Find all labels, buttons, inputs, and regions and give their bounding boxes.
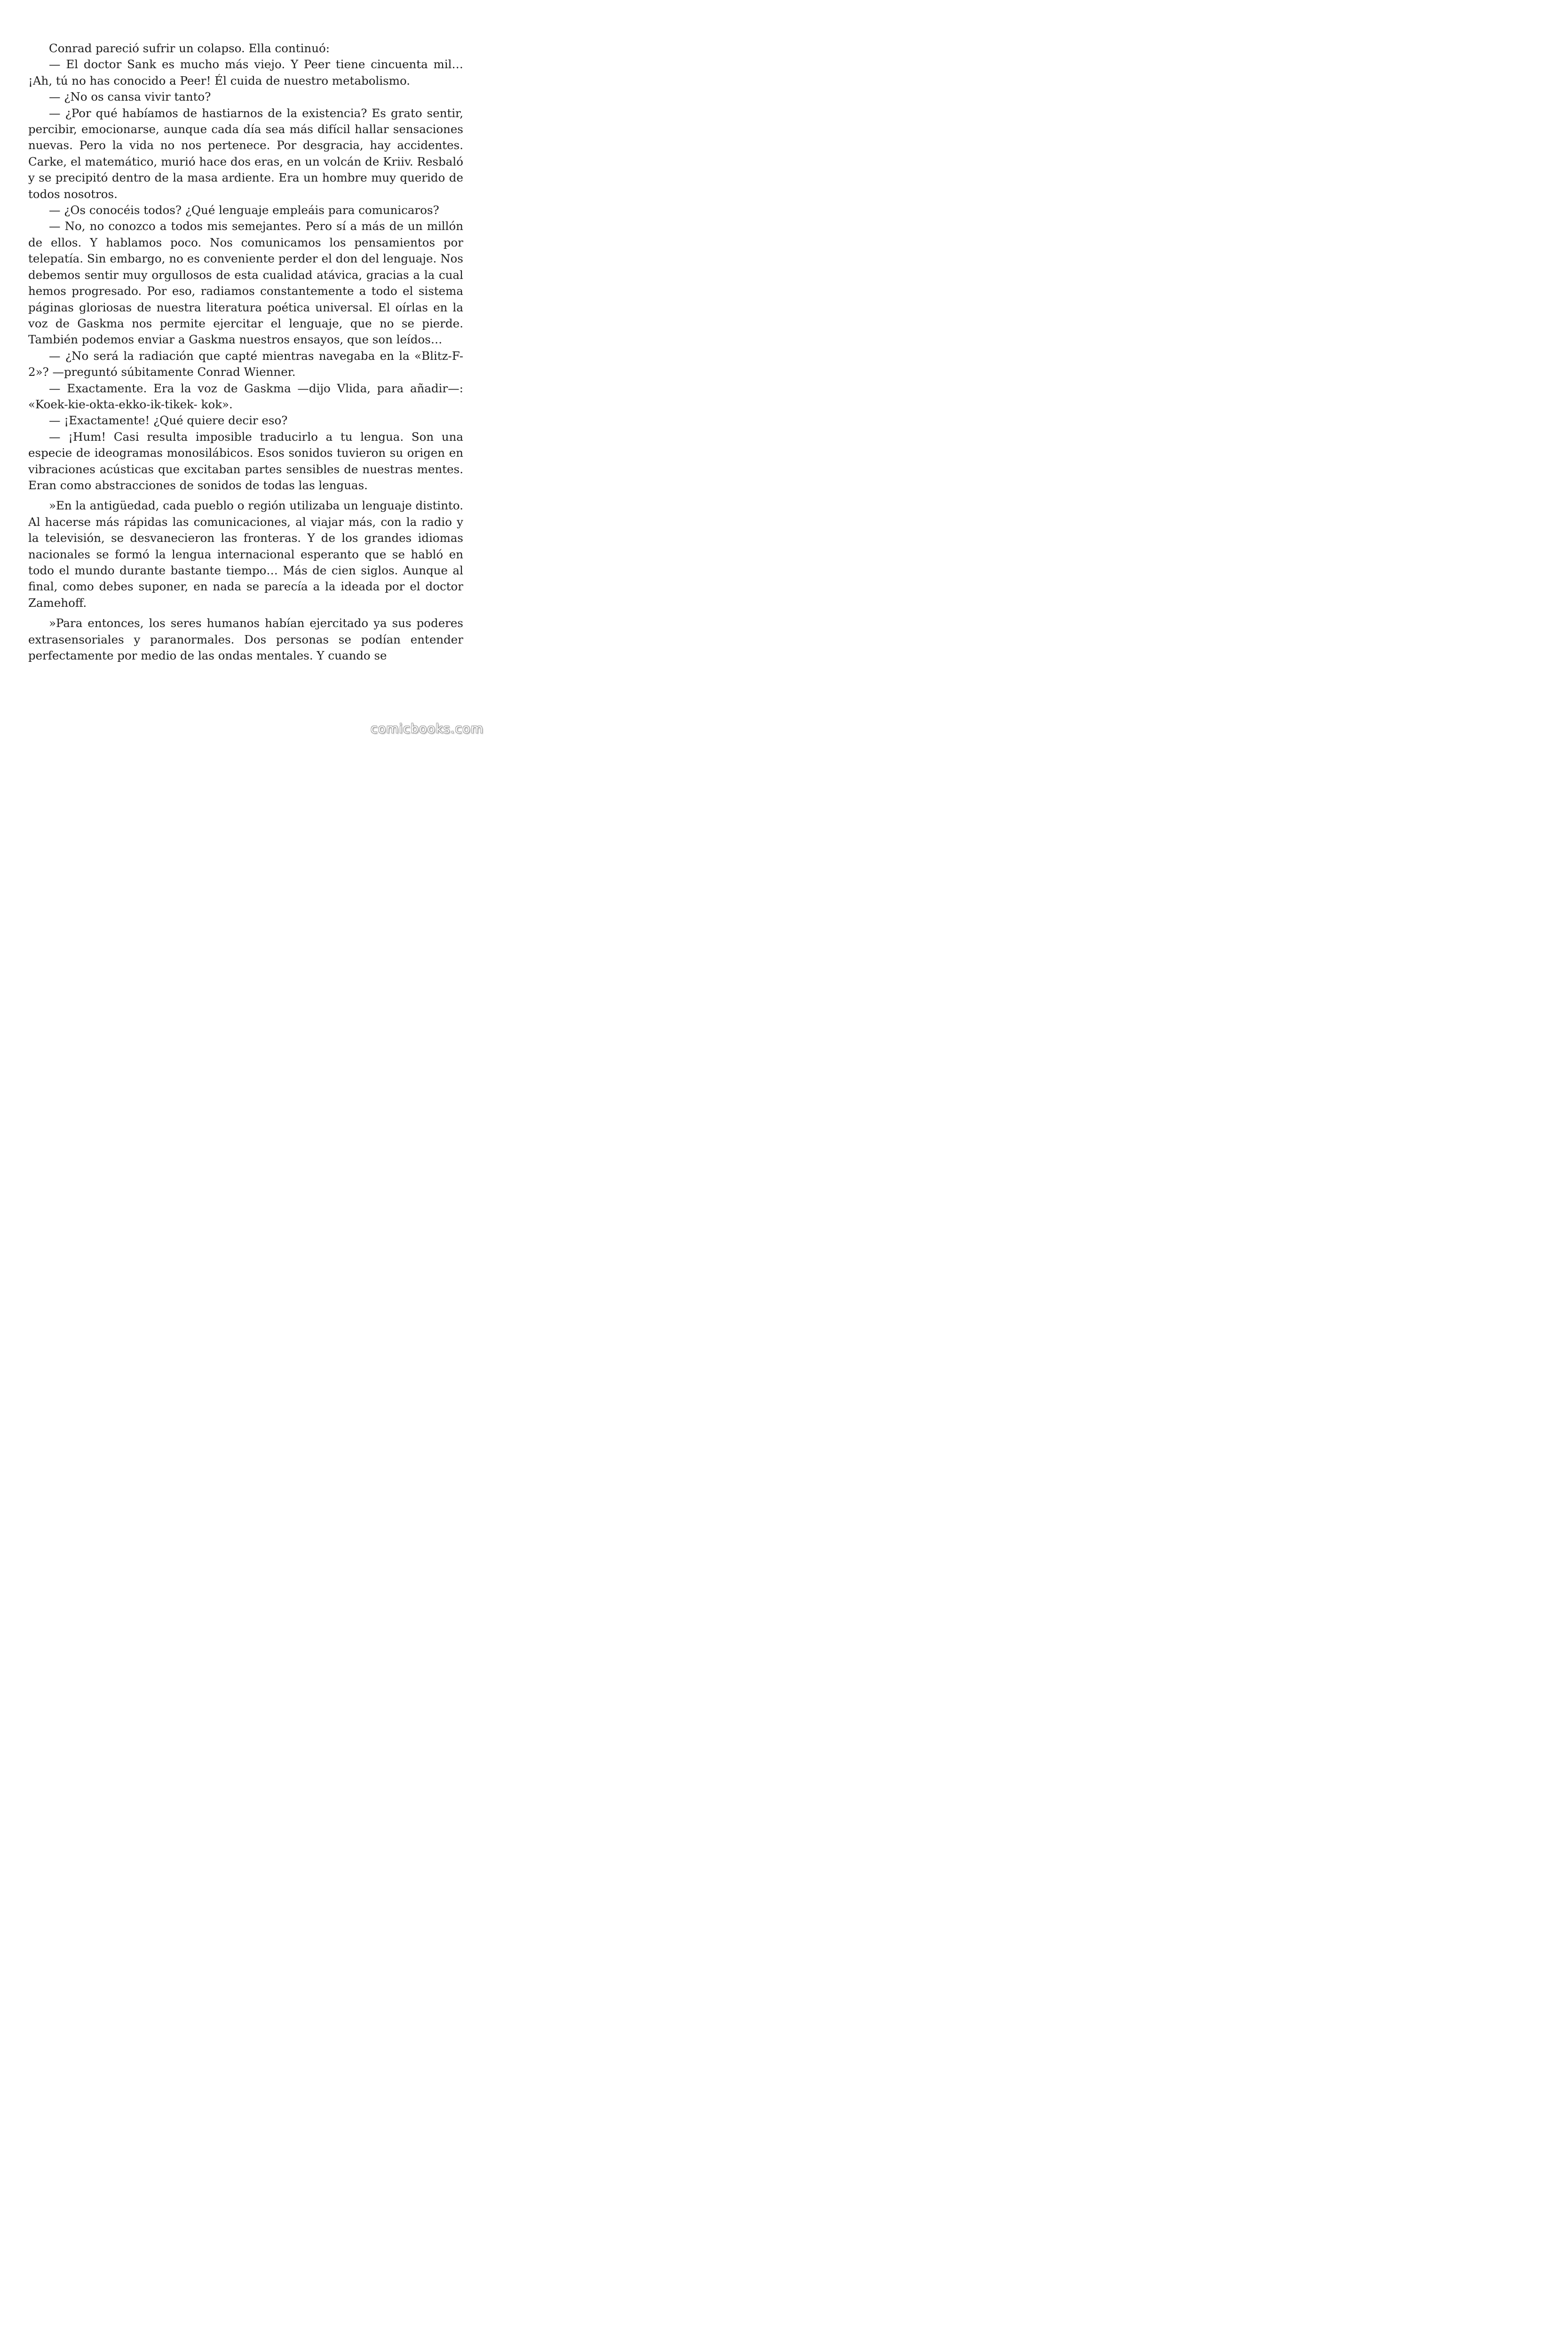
paragraph: — ¿Os conocéis todos? ¿Qué lenguaje empleáis para comunicaros?: [49, 203, 439, 217]
paragraph: — ¿No será la radiación que capté mientras navegaba en la «Blitz-F-2»? —preguntó súbitamente Conrad Wienner.: [28, 349, 463, 379]
paragraph: — ¿No os cansa vivir tanto?: [49, 90, 211, 104]
body-text: [28, 40, 463, 664]
paragraph: — No, no conozco a todos mis semejantes. Pero sí a más de un millón de ellos. Y hablamos poco. Nos comunicamos los pensamientos por telepatía. Sin embargo, no es conveniente perder el don del lenguaje. Nos debemos sentir muy orgullosos de esta cualidad atávica, gracias a la cual hemos progresado. Por eso, radiamos constantemente a todo el sistema páginas gloriosas de nuestra literatura poética universal. El oírlas en la voz de Gaskma nos permite ejercitar el lenguaje, que no se pierde. También podemos enviar a Gaskma nuestros ensayos, que son leídos…: [28, 219, 463, 347]
paragraph: »En la antigüedad, cada pueblo o región utilizaba un lenguaje distinto. Al hacerse más rápidas las comunicaciones, al viajar más, con la radio y la televisión, se desvanecieron las fronteras. Y de los grandes idiomas nacionales se formó la lengua internacional esperanto que se habló en todo el mundo durante bastante tiempo… Más de cien siglos. Aunque al final, como debes suponer, en nada se parecía a la ideada por el doctor Zamehoff.: [28, 499, 463, 610]
paragraph: — ¡Hum! Casi resulta imposible traducirlo a tu lengua. Son una especie de ideogramas monosilábicos. Esos sonidos tuvieron su origen en vibraciones acústicas que excitaban partes sensibles de nuestras mentes. Eran como abstracciones de sonidos de todas las lenguas.: [28, 429, 463, 492]
paragraph: — Exactamente. Era la voz de Gaskma —dijo Vlida, para añadir—: «Koek-kie-okta-ekko-ik-tikek- kok».: [28, 381, 463, 411]
paragraph: — ¿Por qué habíamos de hastiarnos de la existencia? Es grato sentir, percibir, emocionarse, aunque cada día sea más difícil hallar sensaciones nuevas. Pero la vida no nos pertenece. Por desgracia, hay accidentes. Carke, el matemático, murió hace dos eras, en un volcán de Kriiv. Resbaló y se precipitó dentro de la masa ardiente. Era un hombre muy querido de todos nosotros.: [28, 106, 463, 201]
paragraph: Conrad pareció sufrir un colapso. Ella continuó:: [49, 41, 330, 55]
paragraph: — ¡Exactamente! ¿Qué quiere decir eso?: [49, 413, 288, 428]
book-page: [0, 0, 494, 741]
site-watermark: comicbooks.com: [370, 722, 483, 736]
paragraph: — El doctor Sank es mucho más viejo. Y Peer tiene cincuenta mil… ¡Ah, tú no has conocido a Peer! Él cuida de nuestro metabolismo.: [28, 57, 463, 87]
paragraph: »Para entonces, los seres humanos habían ejercitado ya sus poderes extrasensoriales y paranormales. Dos personas se podían entender perfectamente por medio de las ondas mentales. Y cuando se: [28, 616, 463, 663]
